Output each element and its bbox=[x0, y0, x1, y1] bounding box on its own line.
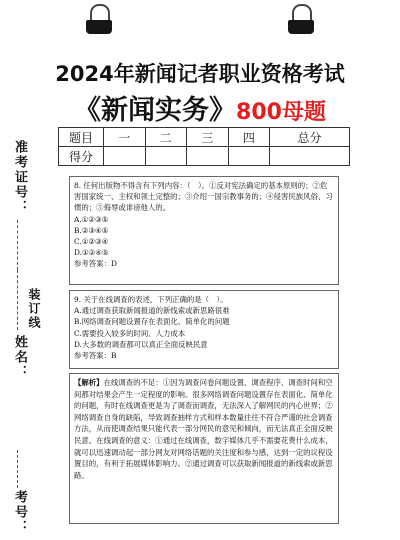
analysis-text: 在线调查的不足：①因为调查问卷问题设置、调查程序、调查时间和空间都对结果会产生一定程度的影响。很多网络调查问题设置存在表面化、简单化的问题，有时在线调查更是为了调查而调查，无法深入了解网民的内心世界；②网络调查自身的缺陷，导致调查抽样方式和样本数量往往不符合严谨的社会调查方法，从而使调查结果只能代表一部分网民的意见和倾向，而无法真正全面反映民意。在线调查的意义：①通过在线调查，数字媒体几乎不需要花费什么成本，就可以迅速调动起一部分网友对网络话题的关注度和参与感，达到一定的议程设置目的，有利于拓展媒体影响力。②通过调查可以获取新闻报道的新线索或新思路。 bbox=[74, 378, 333, 480]
question-9-option: B.网络调查问题设置存在表面化、简单化的问题 bbox=[74, 317, 230, 327]
binder-clip-left bbox=[86, 4, 112, 38]
question-8-option: B.②③④⑤ bbox=[74, 225, 109, 235]
name-line bbox=[17, 270, 18, 330]
binding-line-label: 装订线 bbox=[27, 288, 41, 330]
question-9-option: D.大多数的调查都可以真正全面反映民意 bbox=[74, 339, 208, 349]
question-8-option: D.①②④⑤ bbox=[74, 248, 109, 258]
exam-subtitle bbox=[0, 88, 400, 127]
binding-strip bbox=[0, 120, 40, 540]
score-header-cell: 一 bbox=[104, 128, 146, 147]
name-label: 姓名： bbox=[12, 335, 27, 380]
ticket-number-label: 准考证号： bbox=[12, 140, 27, 215]
score-cell[interactable] bbox=[104, 147, 146, 166]
question-8-box bbox=[69, 176, 339, 285]
question-9-option: A.通过调查获取新闻报道的新线索或新思路很难 bbox=[74, 306, 230, 316]
question-9-box bbox=[69, 290, 339, 369]
score-cell[interactable] bbox=[270, 147, 350, 166]
question-9-stem: 9. 关于在线调查的表述，下列正确的是（ ）。 bbox=[74, 295, 228, 304]
subject-title: 《新闻实务》 bbox=[74, 95, 237, 126]
question-8-stem: 8. 任何出版物不得含有下列内容：（ ）。①反对宪法确定的基本原则的；②危害国家统一、主权和领土完整的；③介绍一国宗教事务的；④侵害民族风俗、习惯的；⑤侮辱或诽谤他人的。 bbox=[74, 181, 333, 213]
score-cell[interactable] bbox=[187, 147, 229, 166]
ticket-number-line bbox=[17, 220, 18, 270]
score-header-cell: 总分 bbox=[270, 128, 350, 147]
score-table bbox=[58, 127, 350, 166]
analysis-label: 【解析】 bbox=[74, 378, 104, 387]
score-table-score-row bbox=[59, 147, 350, 166]
binder-clip-right bbox=[288, 4, 314, 38]
score-header-cell: 二 bbox=[145, 128, 187, 147]
score-cell[interactable] bbox=[145, 147, 187, 166]
question-8-answer: 参考答案：D bbox=[74, 259, 117, 269]
score-header-cell: 三 bbox=[187, 128, 229, 147]
score-header-cell: 四 bbox=[228, 128, 270, 147]
exam-number-label: 考号： bbox=[12, 490, 27, 535]
question-count-title: 800母题 bbox=[236, 100, 326, 125]
analysis-box bbox=[69, 373, 339, 524]
score-row-label: 得分 bbox=[59, 147, 104, 166]
exam-number-line bbox=[17, 450, 18, 488]
analysis-paragraph bbox=[74, 377, 334, 481]
question-8-option: C.①②③④ bbox=[74, 237, 109, 247]
score-table-header-row bbox=[59, 128, 350, 147]
question-9-option: C.需要投入较多的时间、人力成本 bbox=[74, 328, 186, 338]
question-9-answer: 参考答案：B bbox=[74, 351, 117, 361]
score-header-cell: 题目 bbox=[59, 128, 104, 147]
exam-title: 2024年新闻记者职业资格考试 bbox=[55, 62, 345, 86]
question-8-option: A.①②③⑤ bbox=[74, 214, 109, 224]
score-cell[interactable] bbox=[228, 147, 270, 166]
